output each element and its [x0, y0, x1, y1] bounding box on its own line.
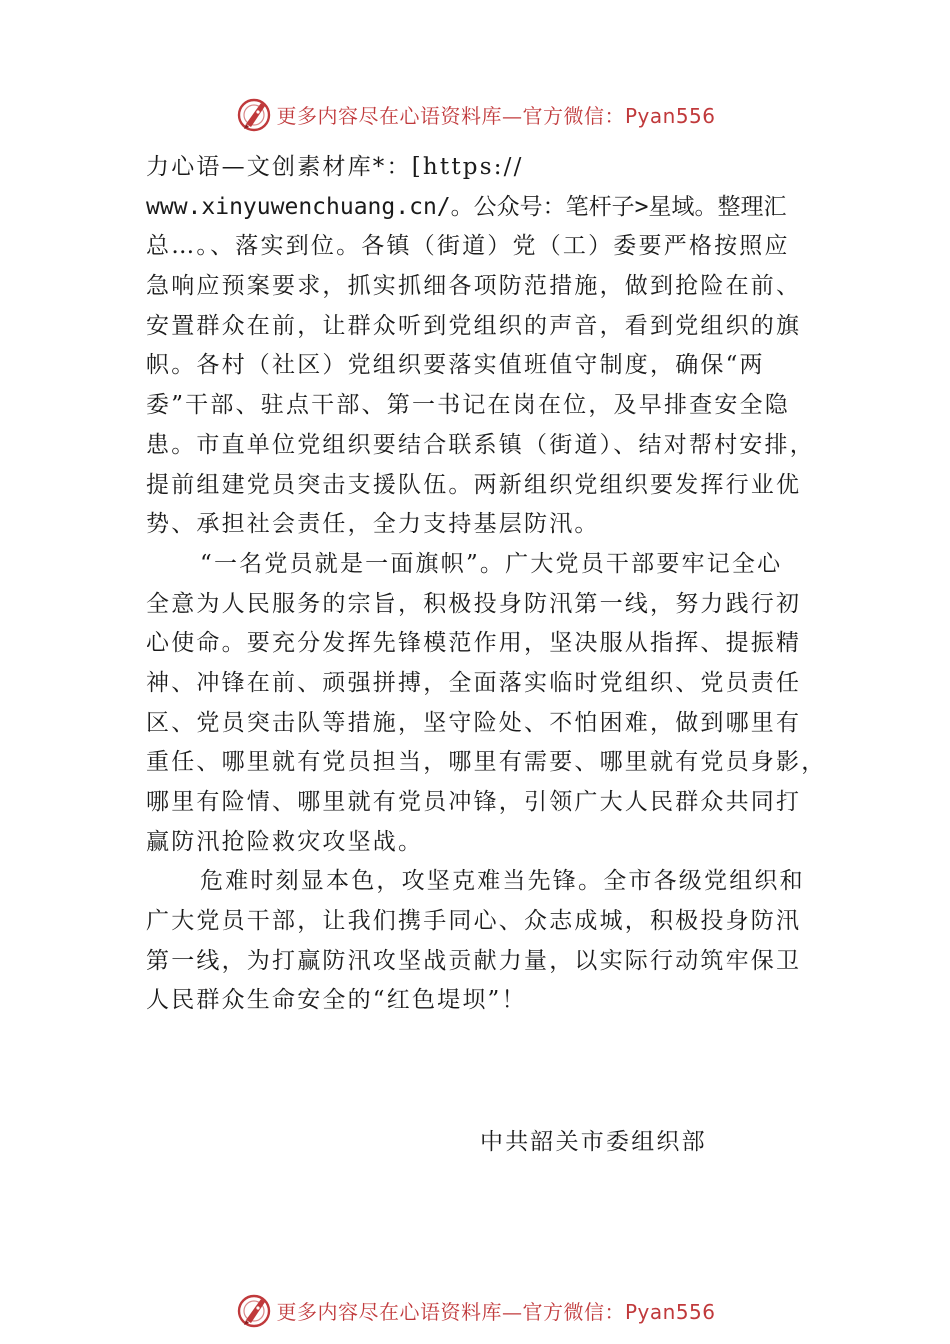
body-line: 全意为人民服务的宗旨，积极投身防汛第一线，努力践行初 — [146, 590, 802, 617]
body-line: 第一线，为打赢防汛攻坚战贡献力量，以实际行动筑牢保卫 — [146, 947, 802, 974]
banner-text — [276, 1296, 715, 1325]
pen-nib-seal-icon — [234, 1290, 274, 1330]
body-line: 力心语—文创素材库*：[https:// — [146, 154, 524, 180]
body-line: 患。市直单位党组织要结合联系镇（街道）、结对帮村安排， — [146, 431, 815, 458]
body-line: 急响应预案要求，抓实抓细各项防范措施，做到抢险在前、 — [146, 273, 802, 300]
header-banner — [0, 92, 950, 136]
body-line: 人民群众生命安全的“红色堤坝”！ — [146, 987, 527, 1014]
body-line: 帜。各村（社区）党组织要落实值班值守制度，确保“两 — [146, 352, 765, 379]
banner-text — [276, 100, 715, 129]
document-body — [146, 148, 827, 1021]
pen-nib-seal-icon — [234, 94, 274, 134]
body-line: 重任、哪里就有党员担当，哪里有需要、哪里就有党员身影， — [146, 749, 827, 776]
signature: 中共韶关市委组织部 — [480, 1129, 707, 1155]
body-line: 广大党员干部，让我们携手同心、众志成城，积极投身防汛 — [146, 908, 802, 935]
banner-wechat-id: Pyan556 — [624, 103, 716, 128]
body-line: 心使命。要充分发挥先锋模范作用，坚决服从指挥、提振精 — [146, 630, 802, 657]
body-line: 委”干部、驻点干部、第一书记在岗在位，及早排查安全隐 — [146, 392, 790, 419]
paragraph-start-line: 危难时刻显本色，攻坚克难当先锋。全市各级党组织和 — [200, 868, 805, 895]
body-line: www.xinyuwenchuang.cn/。公众号：笔杆子>星域。整理汇 — [146, 193, 787, 220]
body-line: 哪里有险情、哪里就有党员冲锋，引领广大人民群众共同打 — [146, 789, 802, 815]
body-line: 安置群众在前，让群众听到党组织的声音，看到党组织的旗 — [146, 312, 802, 339]
banner-wechat-id: Pyan556 — [624, 1299, 716, 1324]
body-line: 提前组建党员突击支援队伍。两新组织党组织要发挥行业优 — [146, 471, 802, 498]
body-line: 总…。、落实到位。各镇（街道）党（工）委要严格按照应 — [146, 233, 790, 260]
body-line: 神、冲锋在前、顽强拼搏，全面落实临时党组织、党员责任 — [146, 669, 802, 696]
footer-banner — [0, 1288, 950, 1332]
banner-slogan: 更多内容尽在心语资料库—官方微信： — [276, 103, 625, 128]
body-line: 势、承担社会责任，全力支持基层防汛。 — [146, 511, 600, 538]
banner-slogan: 更多内容尽在心语资料库—官方微信： — [276, 1299, 625, 1324]
body-line: 赢防汛抢险救灾攻坚战。 — [146, 828, 424, 855]
body-line: 区、党员突击队等措施，坚守险处、不怕困难，做到哪里有 — [146, 709, 802, 736]
paragraph-start-line: “一名党员就是一面旗帜”。广大党员干部要牢记全心 — [200, 550, 783, 577]
